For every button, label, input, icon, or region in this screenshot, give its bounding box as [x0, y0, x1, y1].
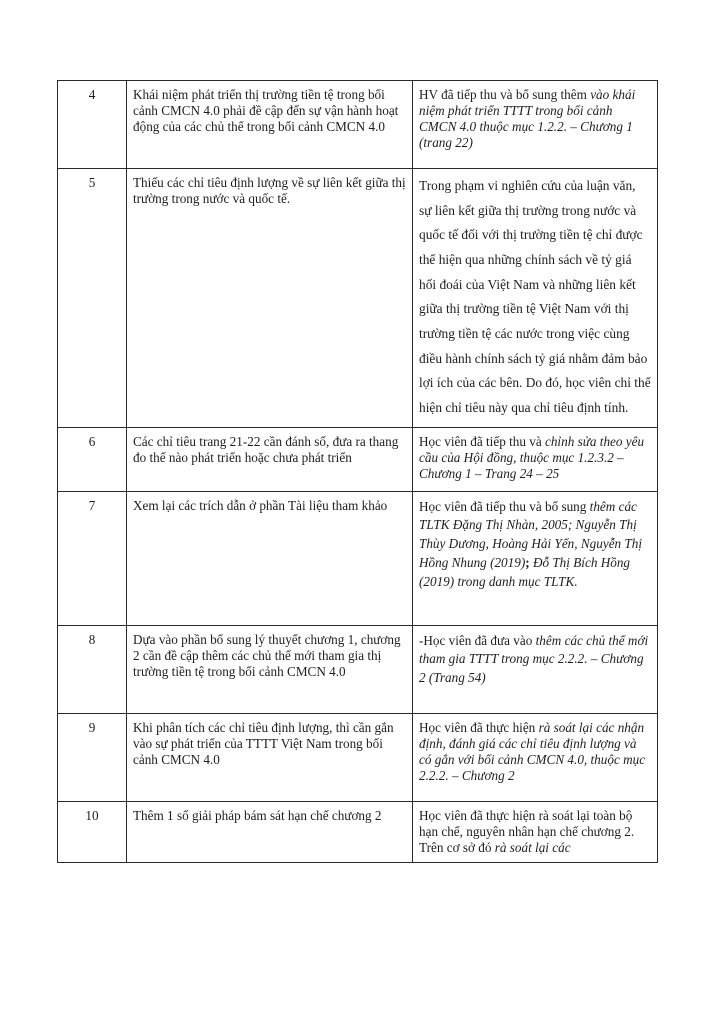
response-text: Học viên đã thực hiện	[419, 719, 539, 735]
response-text: Học viên đã tiếp thu và bổ sung	[419, 498, 590, 514]
student-response	[413, 801, 658, 862]
row-number: 6	[58, 427, 127, 491]
response-italic: Đỗ Thị Bích Hồng (2019) trong danh mục TLTK.	[419, 554, 631, 589]
table-row	[58, 713, 658, 801]
response-italic: thêm các chủ thể mới tham gia TTTT trong mục 2.2.2. – Chương 2 (Trang 54)	[419, 632, 649, 686]
committee-comment: Dựa vào phần bổ sung lý thuyết chương 1, chương 2 cần đề cập thêm các chủ thể mới tham gia thị trường tiền tệ trong bối cảnh CMCN 4.0	[127, 625, 413, 713]
student-response	[413, 427, 658, 491]
row-number: 5	[58, 169, 127, 428]
table-row	[58, 801, 658, 862]
response-text: -Học viên đã đưa vào	[419, 632, 536, 648]
table-row	[58, 427, 658, 491]
table-row	[58, 81, 658, 169]
student-response	[413, 491, 658, 625]
committee-comment: Thiếu các chỉ tiêu định lượng về sự liên kết giữa thị trường trong nước và quốc tế.	[127, 169, 413, 428]
student-response	[413, 625, 658, 713]
response-italic: rà soát lại các nhận định, đánh giá các chỉ tiêu định lượng và có gắn với bối cảnh CMCN 4.0, thuộc mục 2.2.2. – Chương 2	[419, 719, 646, 783]
row-number: 4	[58, 81, 127, 169]
committee-comment: Xem lại các trích dẫn ở phần Tài liệu tham khảo	[127, 491, 413, 625]
committee-comment: Khái niệm phát triển thị trường tiền tệ trong bối cảnh CMCN 4.0 phải đề cập đến sự vận hành hoạt động của các chủ thể trong bối cảnh CMCN 4.0	[127, 81, 413, 169]
row-number: 7	[58, 491, 127, 625]
revision-table	[57, 80, 658, 863]
response-bold: ;	[525, 554, 530, 570]
committee-comment: Thêm 1 số giải pháp bám sát hạn chế chương 2	[127, 801, 413, 862]
committee-comment: Khi phân tích các chỉ tiêu định lượng, thì cần gắn vào sự phát triển của TTTT Việt Nam trong bối cảnh CMCN 4.0	[127, 713, 413, 801]
table-row	[58, 625, 658, 713]
table-row	[58, 169, 658, 428]
student-response: Trong phạm vi nghiên cứu của luận văn, sự liên kết giữa thị trường trong nước và quốc tế đối với thị trường tiền tệ chỉ được thể hiện qua những chính sách về tỷ giá hối đoái của Việt Nam và những liên kết giữa thị trường tiền tệ Việt Nam với thị trường tiền tệ các nước trong việc cùng điều hành chính sách tỷ giá nhằm đảm bảo lợi ích của các bên. Do đó, học viên chỉ thể hiện chỉ tiêu này qua chỉ tiêu định tính.	[413, 169, 658, 428]
student-response	[413, 81, 658, 169]
row-number: 9	[58, 713, 127, 801]
response-text: Học viên đã tiếp thu và	[419, 433, 545, 449]
student-response	[413, 713, 658, 801]
response-text: Học viên đã thực hiện rà soát lại toàn bộ hạn chế, nguyên nhân hạn chế chương 2. Trên cơ sở đó	[419, 807, 635, 855]
response-italic: chỉnh sửa theo yêu cầu của Hội đồng, thuộc mục 1.2.3.2 – Chương 1 – Trang 24 – 25	[419, 433, 645, 481]
response-italic: thêm các TLTK Đặng Thị Nhàn, 2005; Nguyễn Thị Thùy Dương, Hoàng Hải Yến, Nguyễn Thị Hồng Nhung (2019)	[419, 498, 643, 570]
row-number: 10	[58, 801, 127, 862]
response-italic: rà soát lại các	[494, 839, 571, 855]
committee-comment: Các chỉ tiêu trang 21-22 cần đánh số, đưa ra thang đo thế nào phát triển hoặc chưa phát triển	[127, 427, 413, 491]
response-text: HV đã tiếp thu và bổ sung thêm	[419, 87, 591, 102]
response-italic: vào khái niệm phát triển TTTT trong bối cảnh CMCN 4.0 thuộc mục 1.2.2. – Chương 1 (trang 22)	[419, 87, 636, 151]
table-row	[58, 491, 658, 625]
row-number: 8	[58, 625, 127, 713]
